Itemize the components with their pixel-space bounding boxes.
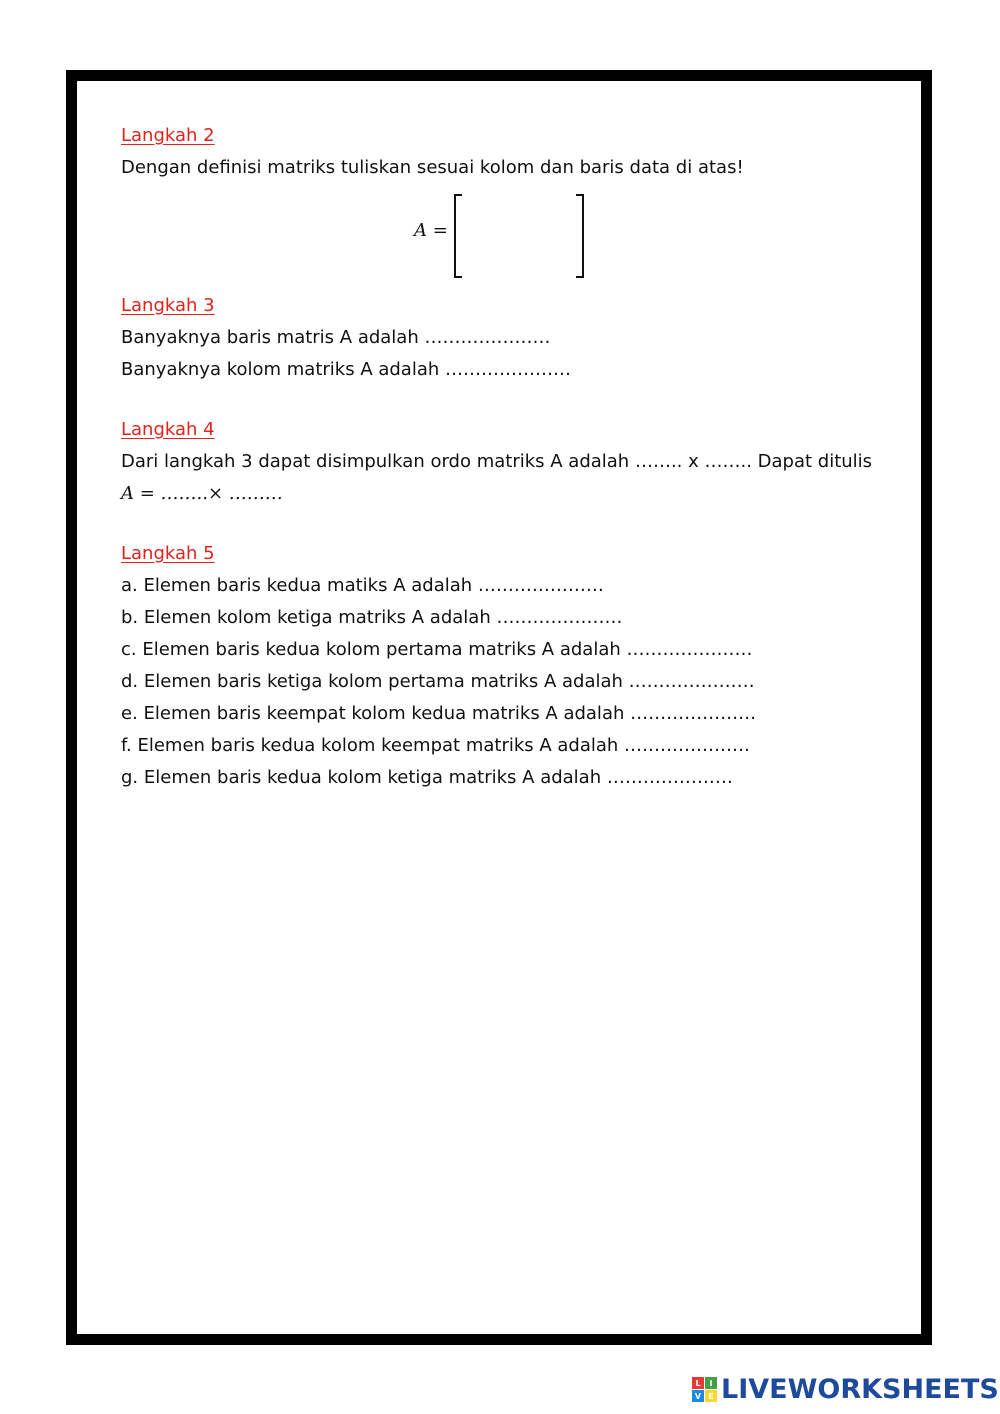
logo-mark-letter: I xyxy=(705,1377,717,1389)
worksheet-content xyxy=(121,120,901,794)
langkah5-item: g. Elemen baris kedua kolom ketiga matriks A adalah ………………… xyxy=(121,767,733,788)
langkah5-item: b. Elemen kolom ketiga matriks A adalah ………………… xyxy=(121,607,623,628)
langkah4-line1: Dari langkah 3 dapat disimpulkan ordo matriks A adalah …….. x …….. Dapat ditulis xyxy=(121,451,873,472)
langkah5-item: e. Elemen baris keempat kolom kedua matriks A adalah ………………… xyxy=(121,703,757,724)
langkah5-item: f. Elemen baris kedua kolom keempat matriks A adalah ………………… xyxy=(121,735,751,756)
logo-mark-letter: V xyxy=(692,1390,704,1402)
matrix-label: A = xyxy=(414,220,448,241)
langkah5-item: d. Elemen baris ketiga kolom pertama matriks A adalah ………………… xyxy=(121,671,755,692)
langkah5-item: a. Elemen baris kedua matiks A adalah ………………… xyxy=(121,575,604,596)
langkah3-heading: Langkah 3 xyxy=(121,295,215,316)
langkah2-heading: Langkah 2 xyxy=(121,125,215,146)
logo-mark-icon xyxy=(692,1377,717,1402)
logo-mark-letter: E xyxy=(705,1390,717,1402)
matrix-left-bracket xyxy=(454,194,462,278)
langkah5-heading: Langkah 5 xyxy=(121,543,215,564)
liveworksheets-logo[interactable] xyxy=(692,1374,999,1405)
logo-mark-letter: L xyxy=(692,1377,704,1389)
langkah5-item: c. Elemen baris kedua kolom pertama matriks A adalah ………………… xyxy=(121,639,753,660)
matrix-answer-area xyxy=(121,186,901,284)
langkah3-line-columns: Banyaknya kolom matriks A adalah ………………… xyxy=(121,359,571,380)
langkah2-instruction: Dengan definisi matriks tuliskan sesuai kolom dan baris data di atas! xyxy=(121,157,744,178)
langkah4-heading: Langkah 4 xyxy=(121,419,215,440)
matrix-right-bracket xyxy=(576,194,584,278)
logo-text: LIVEWORKSHEETS xyxy=(721,1374,999,1405)
langkah4-line2: A = ……..× ……… xyxy=(121,483,283,504)
langkah3-line-rows: Banyaknya baris matris A adalah ………………… xyxy=(121,327,551,348)
